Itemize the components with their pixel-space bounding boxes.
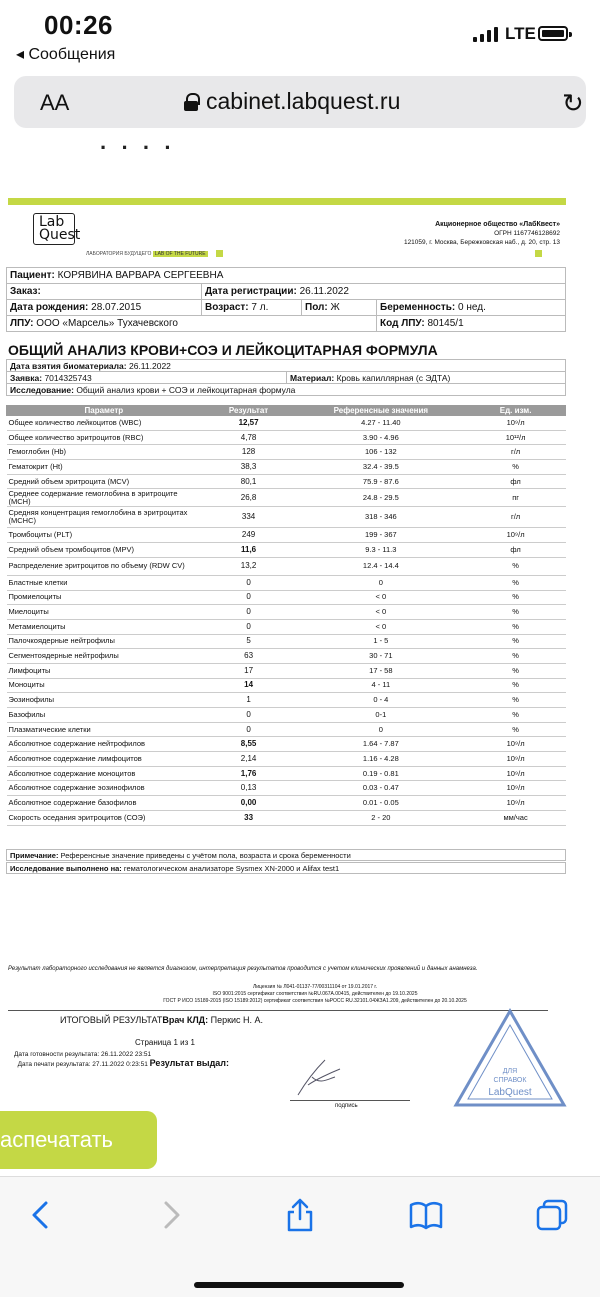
table-row [7,722,566,737]
parameter-cell: Лимфоциты [7,663,202,678]
result-cell: 0,00 [201,796,296,811]
table-row [7,693,566,708]
column-header: Ед. изм. [466,406,566,416]
scrolled-heading-fragment: · · · · [100,135,176,160]
parameter-cell: Тромбоциты (PLT) [7,528,202,543]
result-dates: Дата готовности результата: 26.11.2022 23:51 Дата печати результата: 27.11.2022 0:23:51 Результат выдал: [14,1051,230,1068]
disclaimer: Результат лабораторного исследования не является диагнозом, интерпретация результатов проводится с учетом клинических проявлений и данных анамнеза. [8,966,478,972]
unit-cell: % [466,590,566,605]
final-result-line: ИТОГОВЫЙ РЕЗУЛЬТАТВрач КЛД: Перкис Н. А. [60,1015,264,1025]
result-cell: 249 [201,528,296,543]
company-block: Акционерное общество «ЛабКвест» ОГРН 1167746128692 121059, г. Москва, Бережковская наб., д. 20, стр. 13 [403,221,560,246]
unit-cell: пг [466,489,566,507]
result-cell: 0,13 [201,781,296,796]
tagline: ЛАБОРАТОРИЯ БУДУЩЕГО LAB OF THE FUTURE [86,251,206,257]
unit-cell: % [466,649,566,664]
table-row [7,781,566,796]
svg-text:ДЛЯ: ДЛЯ [502,1068,518,1075]
parameter-cell: Сегментоядерные нейтрофилы [7,649,202,664]
parameter-cell: Средний объем эритроцита (MCV) [7,474,202,489]
result-cell: 33 [201,810,296,825]
reference-cell: 0 - 4 [296,693,466,708]
result-cell: 5 [201,634,296,649]
table-row [7,708,566,723]
result-cell: 0 [201,590,296,605]
parameter-cell: Средняя концентрация гемоглобина в эритроцитах (MCHC) [7,507,202,528]
unit-cell: % [466,722,566,737]
share-icon[interactable] [282,1197,318,1233]
forward-icon[interactable] [152,1197,188,1233]
reference-cell: 0.03 - 0.47 [296,781,466,796]
column-header: Параметр [7,406,202,416]
table-row [7,752,566,767]
battery-icon [538,26,568,41]
table-row [7,430,566,445]
unit-cell: % [466,557,566,575]
table-row [7,528,566,543]
table-row [7,663,566,678]
url-field[interactable] [184,88,400,115]
signature-caption: подпись [335,1103,358,1109]
result-cell: 0 [201,605,296,620]
result-cell: 0 [201,722,296,737]
reference-cell: 17 - 58 [296,663,466,678]
result-cell: 334 [201,507,296,528]
back-icon[interactable] [24,1197,60,1233]
result-cell: 26,8 [201,489,296,507]
parameter-cell: Абсолютное содержание лимфоцитов [7,752,202,767]
reference-cell: 106 - 132 [296,445,466,460]
table-row [7,737,566,752]
home-indicator [194,1282,404,1288]
reference-cell: 318 - 346 [296,507,466,528]
table-row [7,605,566,620]
reader-settings-button[interactable]: AA [40,90,70,115]
unit-cell: % [466,678,566,693]
parameter-cell: Распределение эритроцитов по объему (RDW CV) [7,557,202,575]
unit-cell: 10⁹/л [466,781,566,796]
reference-cell: 3.90 - 4.96 [296,430,466,445]
reference-cell: 0.19 - 0.81 [296,766,466,781]
result-cell: 0 [201,619,296,634]
parameter-cell: Абсолютное содержание эозинофилов [7,781,202,796]
parameter-cell: Промиелоциты [7,590,202,605]
address-bar[interactable] [14,76,586,128]
unit-cell: 10⁹/л [466,796,566,811]
browser-toolbar [0,1176,600,1297]
unit-cell: 10⁹/л [466,766,566,781]
reference-cell: 0 [296,722,466,737]
accent-square [535,250,542,257]
svg-text:LabQuest: LabQuest [488,1087,532,1098]
reload-icon[interactable]: ↻ [562,88,584,118]
table-row [7,543,566,558]
reference-cell: 0.01 - 0.05 [296,796,466,811]
column-header: Результат [201,406,296,416]
table-row [7,507,566,528]
unit-cell: % [466,619,566,634]
parameter-cell: Базофилы [7,708,202,723]
reference-cell: < 0 [296,619,466,634]
signature-image [290,1055,350,1100]
reference-cell: 9.3 - 11.3 [296,543,466,558]
bookmarks-icon[interactable] [408,1197,444,1233]
parameter-cell: Миелоциты [7,605,202,620]
reference-cell: 4 - 11 [296,678,466,693]
table-row [7,557,566,575]
table-row [7,649,566,664]
patient-info-table: Пациент: КОРЯВИНА ВАРВАРА СЕРГЕЕВНА Заказ: Дата регистрации: 26.11.2022 Дата рождения: 28.07.2015 Возраст: 7 л. Пол: Ж Беременность: 0 нед. ЛПУ: ООО «Марсель» Тухачевского Код ЛПУ: 80145/1 [6,267,566,332]
table-row [7,619,566,634]
parameter-cell: Абсолютное содержание нейтрофилов [7,737,202,752]
result-cell: 14 [201,678,296,693]
pdf-document [0,135,600,1109]
table-row [7,460,566,475]
table-row [7,474,566,489]
parameter-cell: Абсолютное содержание базофилов [7,796,202,811]
parameter-cell: Плазматические клетки [7,722,202,737]
table-row [7,445,566,460]
table-row [7,575,566,590]
table-row [7,416,566,431]
unit-cell: мм/час [466,810,566,825]
parameter-cell: Метамиелоциты [7,619,202,634]
unit-cell: % [466,605,566,620]
unit-cell: 10⁹/л [466,737,566,752]
reference-cell: 0-1 [296,708,466,723]
result-cell: 17 [201,663,296,678]
unit-cell: % [466,708,566,723]
parameter-cell: Средний объем тромбоцитов (MPV) [7,543,202,558]
table-row [7,590,566,605]
result-cell: 13,2 [201,557,296,575]
parameter-cell: Моноциты [7,678,202,693]
print-button[interactable]: аспечатать [0,1111,157,1169]
back-to-app-link[interactable]: ◂ Сообщения [16,46,116,63]
reference-cell: 75.9 - 87.6 [296,474,466,489]
table-row [7,766,566,781]
labquest-stamp [450,1005,570,1115]
sample-info-table: Дата взятия биоматериала: 26.11.2022 Заявка: 7014325743 Материал: Кровь капиллярная (с ЭДТА) Исследование: Общий анализ крови + СОЭ и лейкоцитарная формула [6,359,566,396]
result-cell: 128 [201,445,296,460]
unit-cell: % [466,575,566,590]
unit-cell: 10⁹/л [466,752,566,767]
url-text: cabinet.labquest.ru [206,88,401,114]
analyzer-row: Исследование выполнено на: гематологическом анализаторе Sysmex XN-2000 и Alifax test1 [6,862,566,874]
report-title: ОБЩИЙ АНАЛИЗ КРОВИ+СОЭ И ЛЕЙКОЦИТАРНАЯ ФОРМУЛА [8,342,438,358]
result-cell: 12,57 [201,416,296,431]
unit-cell: г/л [466,445,566,460]
unit-cell: фл [466,543,566,558]
reference-cell: 199 - 367 [296,528,466,543]
table-row [7,810,566,825]
unit-cell: 10¹²/л [466,430,566,445]
network-type: LTE [505,24,536,43]
result-cell: 1 [201,693,296,708]
lock-icon [184,93,198,111]
results-table [6,405,566,826]
parameter-cell: Гемоглобин (Hb) [7,445,202,460]
reference-cell: 4.27 - 11.40 [296,416,466,431]
reference-cell: 24.8 - 29.5 [296,489,466,507]
note-row: Примечание: Референсные значение приведены с учётом пола, возраста и срока беременности [6,849,566,861]
parameter-cell: Бластные клетки [7,575,202,590]
svg-text:СПРАВОК: СПРАВОК [493,1077,527,1084]
result-cell: 80,1 [201,474,296,489]
parameter-cell: Палочкоядерные нейтрофилы [7,634,202,649]
page-number: Страница 1 из 1 [135,1038,195,1047]
parameter-cell: Эозинофилы [7,693,202,708]
result-cell: 11,6 [201,543,296,558]
result-cell: 4,78 [201,430,296,445]
parameter-cell: Среднее содержание гемоглобина в эритроците (MCH) [7,489,202,507]
license-info: Лицензия № Л041-01137-77/00311104 от 19.01.2017 г. ISO 9001:2015 сертификат соответствия №RU.067A.00415, действителен до 19.10.2025 ГОСТ Р ИСО 15189-2015 (ISO 15189:2012) сертификат соответствия №РОСС RU.32101.04ЖЗА1.209, действителен до 20.10.2025 [163,984,467,1004]
table-row [7,796,566,811]
unit-cell: 10⁹/л [466,528,566,543]
reference-cell: 1.64 - 7.87 [296,737,466,752]
result-cell: 63 [201,649,296,664]
reference-cell: 1 - 5 [296,634,466,649]
header-accent-bar [8,198,566,205]
clock: 00:26 [44,10,113,40]
unit-cell: % [466,634,566,649]
result-cell: 8,55 [201,737,296,752]
accent-square [216,250,223,257]
result-cell: 0 [201,708,296,723]
table-row [7,634,566,649]
parameter-cell: Общее количество эритроцитов (RBC) [7,430,202,445]
reference-cell: 30 - 71 [296,649,466,664]
column-header: Референсные значения [296,406,466,416]
result-cell: 2,14 [201,752,296,767]
reference-cell: < 0 [296,605,466,620]
unit-cell: % [466,460,566,475]
result-cell: 1,76 [201,766,296,781]
unit-cell: % [466,663,566,678]
result-cell: 0 [201,575,296,590]
parameter-cell: Скорость оседания эритроцитов (СОЭ) [7,810,202,825]
result-cell: 38,3 [201,460,296,475]
unit-cell: г/л [466,507,566,528]
signal-icon [473,26,498,42]
reference-cell: 32.4 - 39.5 [296,460,466,475]
reference-cell: < 0 [296,590,466,605]
unit-cell: фл [466,474,566,489]
table-row [7,678,566,693]
unit-cell: % [466,693,566,708]
status-bar [0,0,600,70]
parameter-cell: Гематокрит (Ht) [7,460,202,475]
reference-cell: 2 - 20 [296,810,466,825]
reference-cell: 12.4 - 14.4 [296,557,466,575]
labquest-logo: Lab Quest [33,213,75,245]
parameter-cell: Абсолютное содержание моноцитов [7,766,202,781]
reference-cell: 0 [296,575,466,590]
signature-line [290,1100,410,1101]
table-row [7,489,566,507]
tabs-icon[interactable] [534,1197,570,1233]
parameter-cell: Общее количество лейкоцитов (WBC) [7,416,202,431]
reference-cell: 1.16 - 4.28 [296,752,466,767]
unit-cell: 10⁹/л [466,416,566,431]
